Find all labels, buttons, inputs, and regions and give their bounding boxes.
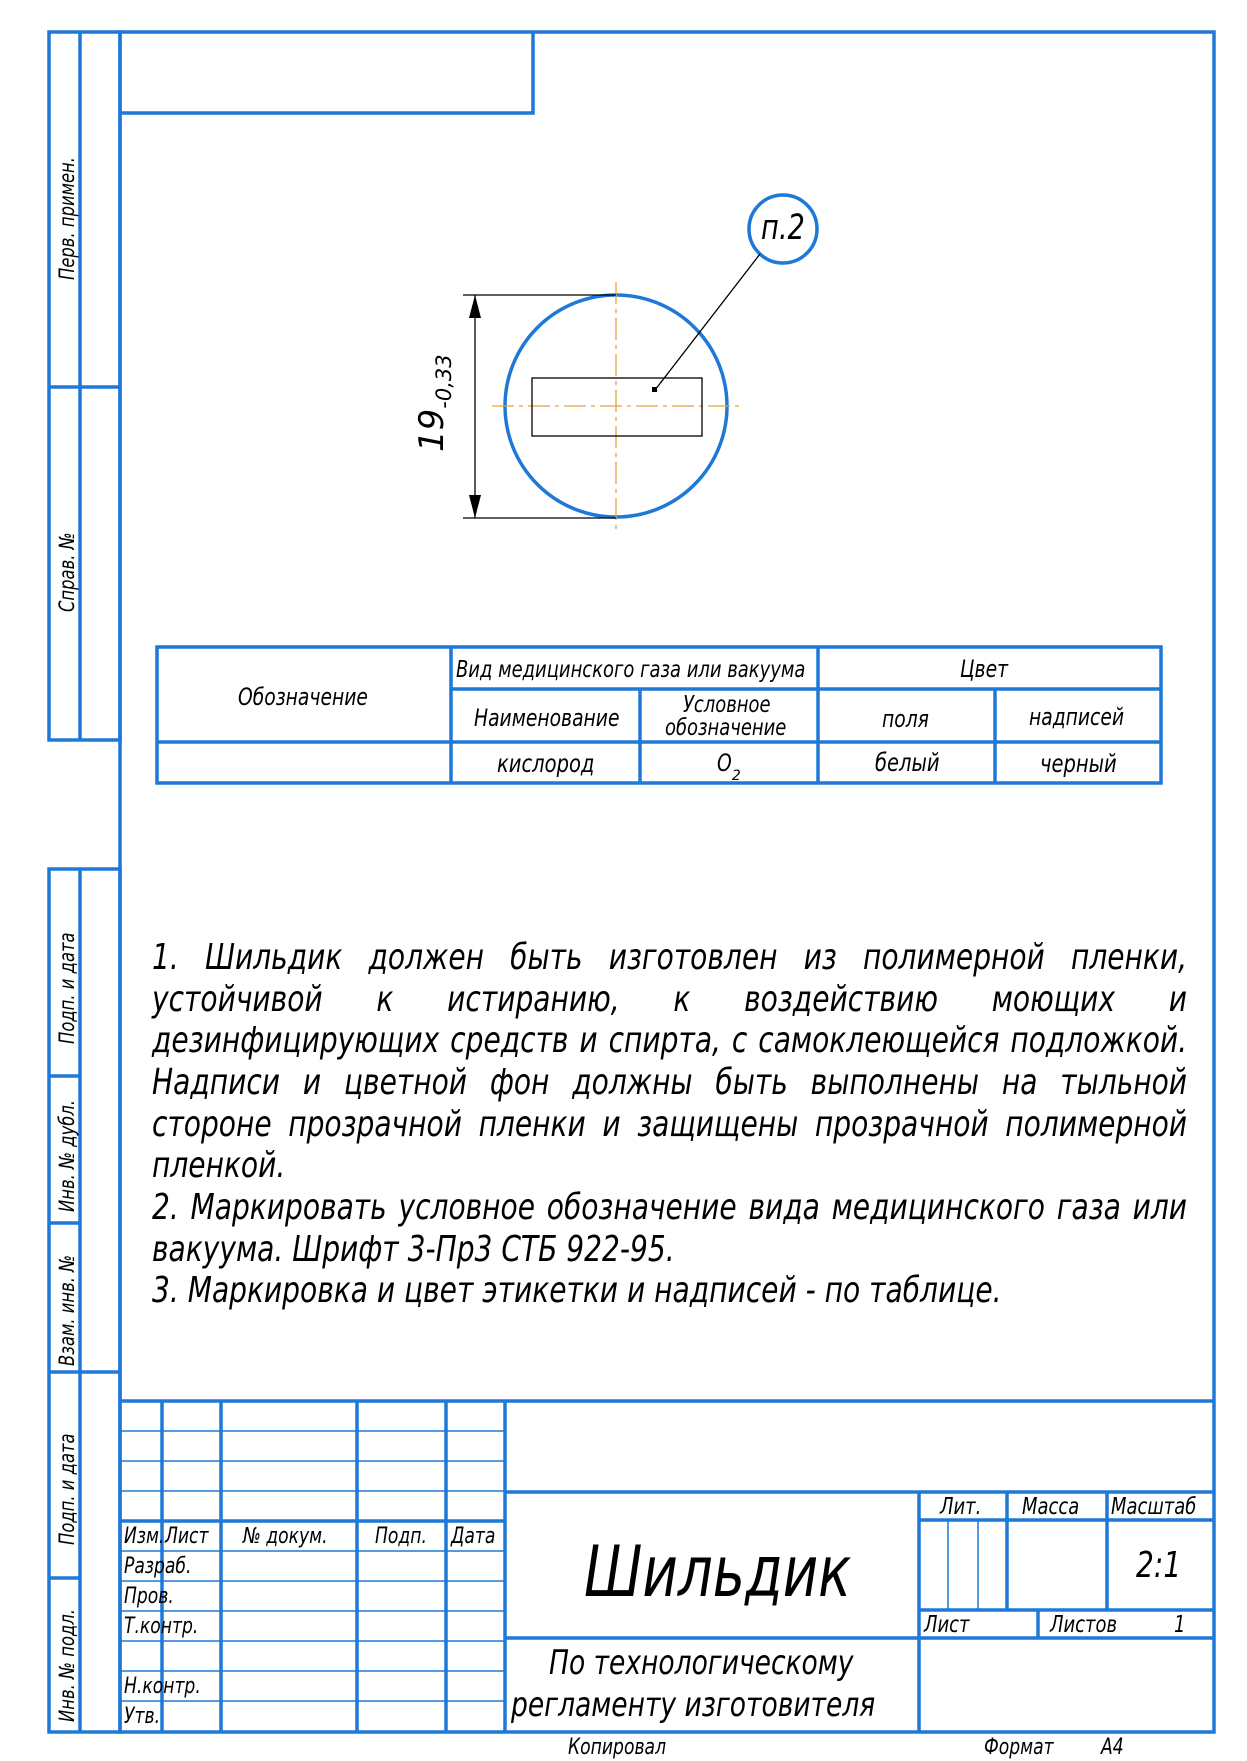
- tb-mass-label: Масса: [1022, 1494, 1080, 1520]
- table-header-field: поля: [882, 705, 929, 733]
- table-header-inscriptions: надписей: [1029, 703, 1125, 731]
- note-2-line-1: 2. Маркировать условное обозначение вида медицинского газа или: [152, 1187, 1188, 1228]
- side-label-inv-podl: Инв. № подл.: [55, 1608, 79, 1722]
- table-header-color: Цвет: [960, 655, 1008, 683]
- side-label-perv-primen: Перв. примен.: [55, 157, 79, 280]
- table-cell-inscription-color: черный: [1040, 749, 1117, 778]
- document-title: Шильдик: [584, 1531, 852, 1613]
- footer-format-value: А4: [1101, 1735, 1124, 1760]
- footer-copied: Копировал: [568, 1735, 667, 1760]
- table-header-symbol-2: обозначение: [665, 715, 787, 741]
- symbol-subscript: 2: [731, 768, 741, 784]
- dimension-label: [412, 354, 456, 452]
- tb-sheets-label: Листов: [1050, 1612, 1118, 1638]
- table-header-name: Наименование: [474, 704, 620, 732]
- tb-scale-label: Масштаб: [1111, 1494, 1197, 1520]
- table-cell-name: кислород: [497, 749, 595, 778]
- side-label-sprav-no: Справ. №: [55, 532, 79, 612]
- note-3-line-1: 3. Маркировка и цвет этикетки и надписей - по таблице.: [152, 1270, 1002, 1311]
- symbol-main: O: [717, 749, 732, 777]
- note-1-line-6: пленкой.: [152, 1145, 286, 1186]
- note-1-line-2: устойчивой к истиранию, к воздействию моющих и: [152, 979, 1188, 1020]
- side-label-vzam-inv: Взам. инв. №: [55, 1254, 79, 1366]
- note-1-line-1: 1. Шильдик должен быть изготовлен из полимерной пленки,: [152, 937, 1188, 978]
- tb-row-prov: Пров.: [124, 1584, 174, 1609]
- table-header-symbol-1: Условное: [683, 692, 771, 718]
- tb-col-list: Лист: [165, 1524, 209, 1549]
- table-cell-field-color: белый: [875, 748, 940, 777]
- tb-col-izm: Изм.: [124, 1524, 165, 1549]
- table-header-gas-type: Вид медицинского газа или вакуума: [456, 657, 806, 683]
- side-label-inv-dubl: Инв. № дубл.: [55, 1099, 79, 1212]
- note-2-line-2: вакуума. Шрифт 3-Пр3 СТБ 922-95.: [152, 1229, 675, 1270]
- tb-col-dokum: № докум.: [243, 1524, 328, 1549]
- tb-scale-value: 2:1: [1136, 1545, 1182, 1586]
- tb-row-nkontr: Н.контр.: [124, 1674, 201, 1699]
- tb-lit-label: Лит.: [940, 1494, 982, 1520]
- tb-col-podp: Подп.: [375, 1524, 427, 1549]
- dimension-tolerance: -0,33: [432, 354, 456, 409]
- note-1-line-5: стороне прозрачной пленки и защищены прозрачной полимерной: [152, 1104, 1188, 1145]
- tb-col-data: Дата: [451, 1524, 496, 1549]
- tb-sheets-value: 1: [1174, 1612, 1186, 1638]
- table-header-designation: Обозначение: [238, 683, 368, 711]
- tb-row-tkontr: Т.контр.: [124, 1614, 199, 1639]
- tb-sheet-label: Лист: [924, 1612, 970, 1638]
- note-1-line-3: дезинфицирующих средств и спирта, с самоклеющейся подложкой.: [152, 1020, 1188, 1061]
- side-label-podp-data-2: Подп. и дата: [55, 1433, 79, 1545]
- table-cell-symbol: [717, 749, 745, 784]
- footer-format-label: Формат: [984, 1735, 1054, 1760]
- tb-row-razrab: Разраб.: [124, 1554, 192, 1579]
- callout-label: п.2: [761, 208, 805, 248]
- note-1-line-4: Надписи и цветной фон должны быть выполнены на тыльной: [152, 1062, 1188, 1103]
- side-label-podp-data-1: Подп. и дата: [55, 932, 79, 1044]
- tb-row-utv: Утв.: [124, 1704, 161, 1729]
- material-line-1: По технологическому: [549, 1643, 854, 1683]
- dimension-main: 19: [412, 408, 452, 452]
- material-line-2: регламенту изготовителя: [511, 1685, 876, 1725]
